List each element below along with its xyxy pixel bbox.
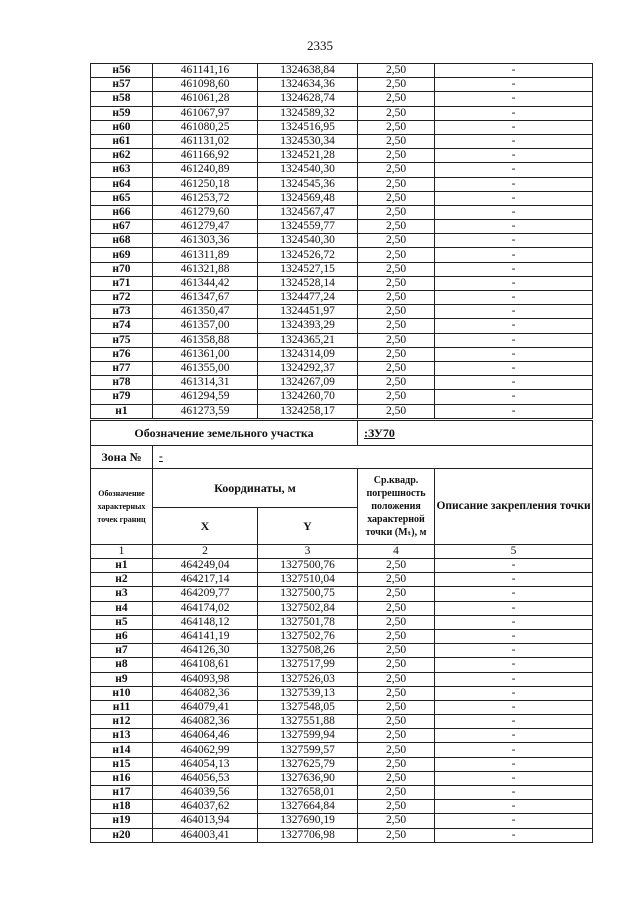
mean-error: 2,50 [358, 771, 435, 785]
fixing-description: - [435, 92, 593, 106]
table-row [91, 672, 593, 686]
coord-y: 1324451,97 [258, 305, 358, 319]
coord-y: 1324638,84 [258, 64, 358, 78]
coord-x: 464054,13 [153, 757, 258, 771]
point-id: н4 [91, 601, 153, 615]
coord-y: 1324292,37 [258, 361, 358, 375]
mean-error: 2,50 [358, 573, 435, 587]
coord-y: 1327706,98 [258, 828, 358, 842]
point-id: н79 [91, 390, 153, 404]
header-num-1: 1 [91, 545, 153, 559]
coord-y: 1327625,79 [258, 757, 358, 771]
mean-error: 2,50 [358, 92, 435, 106]
coord-x: 461279,47 [153, 220, 258, 234]
coord-y: 1324567,47 [258, 205, 358, 219]
fixing-description: - [435, 376, 593, 390]
point-id: н63 [91, 163, 153, 177]
coord-y: 1324477,24 [258, 291, 358, 305]
mean-error: 2,50 [358, 686, 435, 700]
coord-x: 464217,14 [153, 573, 258, 587]
mean-error: 2,50 [358, 743, 435, 757]
coord-x: 461314,31 [153, 376, 258, 390]
table-row [91, 191, 593, 205]
fixing-description: - [435, 404, 593, 418]
mean-error: 2,50 [358, 205, 435, 219]
fixing-description: - [435, 629, 593, 643]
point-id: н74 [91, 319, 153, 333]
coordinates-table-continued [90, 63, 593, 419]
coord-x: 464039,56 [153, 786, 258, 800]
parcel-label: Обозначение земельного участка [91, 421, 358, 446]
mean-error: 2,50 [358, 757, 435, 771]
point-id: н16 [91, 771, 153, 785]
coord-y: 1324559,77 [258, 220, 358, 234]
mean-error: 2,50 [358, 163, 435, 177]
point-id: н13 [91, 729, 153, 743]
mean-error: 2,50 [358, 587, 435, 601]
point-id: н72 [91, 291, 153, 305]
page-number: 2335 [307, 38, 333, 53]
point-id: н17 [91, 786, 153, 800]
table-row [91, 686, 593, 700]
fixing-description: - [435, 771, 593, 785]
zone-label: Зона № [91, 446, 153, 469]
table-row [91, 629, 593, 643]
coord-x: 461080,25 [153, 120, 258, 134]
coord-x: 464062,99 [153, 743, 258, 757]
mean-error: 2,50 [358, 64, 435, 78]
coord-x: 461253,72 [153, 191, 258, 205]
coord-x: 464141,19 [153, 629, 258, 643]
coord-y: 1327548,05 [258, 700, 358, 714]
coord-x: 464056,53 [153, 771, 258, 785]
coord-y: 1327510,04 [258, 573, 358, 587]
table-row [91, 376, 593, 390]
point-id: н10 [91, 686, 153, 700]
coord-y: 1324628,74 [258, 92, 358, 106]
header-coords: Координаты, м [153, 469, 358, 508]
mean-error: 2,50 [358, 234, 435, 248]
coord-x: 464079,41 [153, 700, 258, 714]
point-id: н1 [91, 404, 153, 418]
point-id: н75 [91, 333, 153, 347]
point-id: н61 [91, 134, 153, 148]
coord-y: 1324569,48 [258, 191, 358, 205]
table-row [91, 771, 593, 785]
point-id: н12 [91, 715, 153, 729]
point-id: н7 [91, 644, 153, 658]
coord-y: 1327526,03 [258, 672, 358, 686]
fixing-description: - [435, 220, 593, 234]
point-id: н66 [91, 205, 153, 219]
fixing-description: - [435, 149, 593, 163]
point-id: н62 [91, 149, 153, 163]
point-id: н69 [91, 248, 153, 262]
mean-error: 2,50 [358, 729, 435, 743]
coord-y: 1327502,76 [258, 629, 358, 643]
fixing-description: - [435, 64, 593, 78]
coord-x: 464093,98 [153, 672, 258, 686]
table-row [91, 78, 593, 92]
coord-y: 1324521,28 [258, 149, 358, 163]
table-row [91, 234, 593, 248]
point-id: н76 [91, 347, 153, 361]
coord-y: 1324540,30 [258, 163, 358, 177]
coord-x: 461350,47 [153, 305, 258, 319]
coord-x: 461294,59 [153, 390, 258, 404]
coord-x: 464082,36 [153, 686, 258, 700]
fixing-description: - [435, 786, 593, 800]
table-row [91, 573, 593, 587]
table-row [91, 729, 593, 743]
coord-y: 1327539,13 [258, 686, 358, 700]
point-id: н70 [91, 262, 153, 276]
table-row [91, 404, 593, 418]
fixing-description: - [435, 276, 593, 290]
table-row [91, 658, 593, 672]
point-id: н77 [91, 361, 153, 375]
coord-y: 1327508,26 [258, 644, 358, 658]
point-id: н11 [91, 700, 153, 714]
mean-error: 2,50 [358, 347, 435, 361]
table-row [91, 559, 593, 573]
mean-error: 2,50 [358, 361, 435, 375]
coord-y: 1324527,15 [258, 262, 358, 276]
table-row [91, 587, 593, 601]
header-y: Y [258, 508, 358, 545]
zone-row [91, 446, 593, 469]
fixing-description: - [435, 615, 593, 629]
point-id: н3 [91, 587, 153, 601]
mean-error: 2,50 [358, 134, 435, 148]
coord-y: 1324530,34 [258, 134, 358, 148]
table-row [91, 814, 593, 828]
point-id: н8 [91, 658, 153, 672]
mean-error: 2,50 [358, 262, 435, 276]
point-id: н78 [91, 376, 153, 390]
table-row [91, 134, 593, 148]
fixing-description: - [435, 177, 593, 191]
coord-x: 464249,04 [153, 559, 258, 573]
table-row [91, 390, 593, 404]
header-error: Ср.квадр. погрешность положения характерной точки (Mₜ), м [358, 469, 435, 545]
point-id: н2 [91, 573, 153, 587]
table-row [91, 828, 593, 842]
table-row [91, 715, 593, 729]
coord-x: 461321,88 [153, 262, 258, 276]
table-row [91, 347, 593, 361]
point-id: н20 [91, 828, 153, 842]
header-num-5: 5 [435, 545, 593, 559]
coord-y: 1324540,30 [258, 234, 358, 248]
point-id: н68 [91, 234, 153, 248]
fixing-description: - [435, 191, 593, 205]
header-numbers-row [91, 545, 593, 559]
coord-y: 1324516,95 [258, 120, 358, 134]
mean-error: 2,50 [358, 248, 435, 262]
fixing-description: - [435, 800, 593, 814]
point-id: н6 [91, 629, 153, 643]
coord-x: 461357,00 [153, 319, 258, 333]
coord-x: 461311,89 [153, 248, 258, 262]
point-id: н9 [91, 672, 153, 686]
parcel-row [91, 421, 593, 446]
coord-x: 461344,42 [153, 276, 258, 290]
mean-error: 2,50 [358, 715, 435, 729]
table-row [91, 333, 593, 347]
mean-error: 2,50 [358, 644, 435, 658]
table-row [91, 601, 593, 615]
fixing-description: - [435, 78, 593, 92]
fixing-description: - [435, 347, 593, 361]
coord-y: 1327599,94 [258, 729, 358, 743]
mean-error: 2,50 [358, 149, 435, 163]
coord-y: 1327658,01 [258, 786, 358, 800]
mean-error: 2,50 [358, 601, 435, 615]
mean-error: 2,50 [358, 305, 435, 319]
table-row [91, 743, 593, 757]
fixing-description: - [435, 262, 593, 276]
table-row [91, 319, 593, 333]
fixing-description: - [435, 700, 593, 714]
coord-x: 461141,16 [153, 64, 258, 78]
coord-y: 1324528,14 [258, 276, 358, 290]
coord-y: 1324267,09 [258, 376, 358, 390]
table-row [91, 800, 593, 814]
fixing-description: - [435, 573, 593, 587]
fixing-description: - [435, 743, 593, 757]
table-row [91, 615, 593, 629]
coord-y: 1324545,36 [258, 177, 358, 191]
point-id: н67 [91, 220, 153, 234]
zone-value: - [153, 446, 593, 469]
table-row [91, 700, 593, 714]
point-id: н65 [91, 191, 153, 205]
fixing-description: - [435, 644, 593, 658]
point-id: н73 [91, 305, 153, 319]
point-id: н5 [91, 615, 153, 629]
coord-y: 1327502,84 [258, 601, 358, 615]
header-num-3: 3 [258, 545, 358, 559]
coord-y: 1327501,78 [258, 615, 358, 629]
fixing-description: - [435, 319, 593, 333]
table-row [91, 220, 593, 234]
point-id: н64 [91, 177, 153, 191]
coord-x: 461067,97 [153, 106, 258, 120]
coord-x: 464037,62 [153, 800, 258, 814]
fixing-description: - [435, 828, 593, 842]
point-id: н19 [91, 814, 153, 828]
fixing-description: - [435, 559, 593, 573]
coord-y: 1324526,72 [258, 248, 358, 262]
table-row [91, 64, 593, 78]
fixing-description: - [435, 390, 593, 404]
coordinates-table-zu70 [90, 420, 593, 843]
fixing-description: - [435, 715, 593, 729]
fixing-description: - [435, 291, 593, 305]
coord-x: 464126,30 [153, 644, 258, 658]
coord-y: 1327690,19 [258, 814, 358, 828]
table-row [91, 177, 593, 191]
mean-error: 2,50 [358, 615, 435, 629]
coord-x: 464209,77 [153, 587, 258, 601]
table-row [91, 291, 593, 305]
mean-error: 2,50 [358, 291, 435, 305]
coord-x: 464082,36 [153, 715, 258, 729]
mean-error: 2,50 [358, 390, 435, 404]
mean-error: 2,50 [358, 319, 435, 333]
table-row [91, 92, 593, 106]
coord-y: 1324314,09 [258, 347, 358, 361]
coord-y: 1324260,70 [258, 390, 358, 404]
mean-error: 2,50 [358, 78, 435, 92]
fixing-description: - [435, 248, 593, 262]
coord-y: 1327500,76 [258, 559, 358, 573]
fixing-description: - [435, 601, 593, 615]
table-row [91, 262, 593, 276]
fixing-description: - [435, 658, 593, 672]
header-description: Описание закрепления точки [435, 469, 593, 545]
mean-error: 2,50 [358, 700, 435, 714]
coord-y: 1324258,17 [258, 404, 358, 418]
header-x: X [153, 508, 258, 545]
table-row [91, 163, 593, 177]
table-row [91, 205, 593, 219]
coord-x: 461361,00 [153, 347, 258, 361]
table-row [91, 106, 593, 120]
fixing-description: - [435, 205, 593, 219]
mean-error: 2,50 [358, 333, 435, 347]
coord-x: 464174,02 [153, 601, 258, 615]
point-id: н57 [91, 78, 153, 92]
mean-error: 2,50 [358, 106, 435, 120]
coord-x: 461273,59 [153, 404, 258, 418]
table-row [91, 248, 593, 262]
fixing-description: - [435, 686, 593, 700]
mean-error: 2,50 [358, 814, 435, 828]
table-row [91, 644, 593, 658]
parcel-value: :ЗУ70 [358, 421, 593, 446]
fixing-description: - [435, 587, 593, 601]
coord-x: 464003,41 [153, 828, 258, 842]
coord-y: 1327599,57 [258, 743, 358, 757]
mean-error: 2,50 [358, 559, 435, 573]
fixing-description: - [435, 814, 593, 828]
fixing-description: - [435, 305, 593, 319]
fixing-description: - [435, 106, 593, 120]
mean-error: 2,50 [358, 376, 435, 390]
mean-error: 2,50 [358, 276, 435, 290]
coord-x: 461061,28 [153, 92, 258, 106]
table-row [91, 120, 593, 134]
point-id: н58 [91, 92, 153, 106]
fixing-description: - [435, 120, 593, 134]
point-id: н18 [91, 800, 153, 814]
point-id: н1 [91, 559, 153, 573]
coord-y: 1324365,21 [258, 333, 358, 347]
coord-y: 1327664,84 [258, 800, 358, 814]
coord-x: 464013,94 [153, 814, 258, 828]
coord-x: 464148,12 [153, 615, 258, 629]
header-num-4: 4 [358, 545, 435, 559]
coord-x: 461240,89 [153, 163, 258, 177]
fixing-description: - [435, 757, 593, 771]
coord-x: 461303,36 [153, 234, 258, 248]
coord-y: 1324393,29 [258, 319, 358, 333]
mean-error: 2,50 [358, 177, 435, 191]
coord-x: 461279,60 [153, 205, 258, 219]
coord-x: 461098,60 [153, 78, 258, 92]
mean-error: 2,50 [358, 786, 435, 800]
coord-y: 1327551,88 [258, 715, 358, 729]
table-row [91, 276, 593, 290]
mean-error: 2,50 [358, 800, 435, 814]
header-num-2: 2 [153, 545, 258, 559]
coord-y: 1327500,75 [258, 587, 358, 601]
mean-error: 2,50 [358, 658, 435, 672]
fixing-description: - [435, 234, 593, 248]
coord-x: 464064,46 [153, 729, 258, 743]
coord-y: 1324634,36 [258, 78, 358, 92]
point-id: н71 [91, 276, 153, 290]
coord-x: 464108,61 [153, 658, 258, 672]
coord-x: 461166,92 [153, 149, 258, 163]
table-row [91, 361, 593, 375]
coord-y: 1327636,90 [258, 771, 358, 785]
table-row [91, 149, 593, 163]
point-id: н14 [91, 743, 153, 757]
coord-x: 461131,02 [153, 134, 258, 148]
fixing-description: - [435, 361, 593, 375]
point-id: н56 [91, 64, 153, 78]
header-points: Обозначение характерных точек границ [91, 469, 153, 545]
fixing-description: - [435, 163, 593, 177]
table-row [91, 305, 593, 319]
coord-x: 461347,67 [153, 291, 258, 305]
mean-error: 2,50 [358, 629, 435, 643]
mean-error: 2,50 [358, 828, 435, 842]
point-id: н59 [91, 106, 153, 120]
fixing-description: - [435, 729, 593, 743]
coord-y: 1324589,32 [258, 106, 358, 120]
mean-error: 2,50 [358, 220, 435, 234]
fixing-description: - [435, 672, 593, 686]
fixing-description: - [435, 134, 593, 148]
mean-error: 2,50 [358, 672, 435, 686]
coord-x: 461355,00 [153, 361, 258, 375]
point-id: н15 [91, 757, 153, 771]
coord-y: 1327517,99 [258, 658, 358, 672]
mean-error: 2,50 [358, 120, 435, 134]
point-id: н60 [91, 120, 153, 134]
table-row [91, 757, 593, 771]
coord-x: 461250,18 [153, 177, 258, 191]
mean-error: 2,50 [358, 191, 435, 205]
coord-x: 461358,88 [153, 333, 258, 347]
header-row-1 [91, 469, 593, 508]
table-row [91, 786, 593, 800]
mean-error: 2,50 [358, 404, 435, 418]
fixing-description: - [435, 333, 593, 347]
